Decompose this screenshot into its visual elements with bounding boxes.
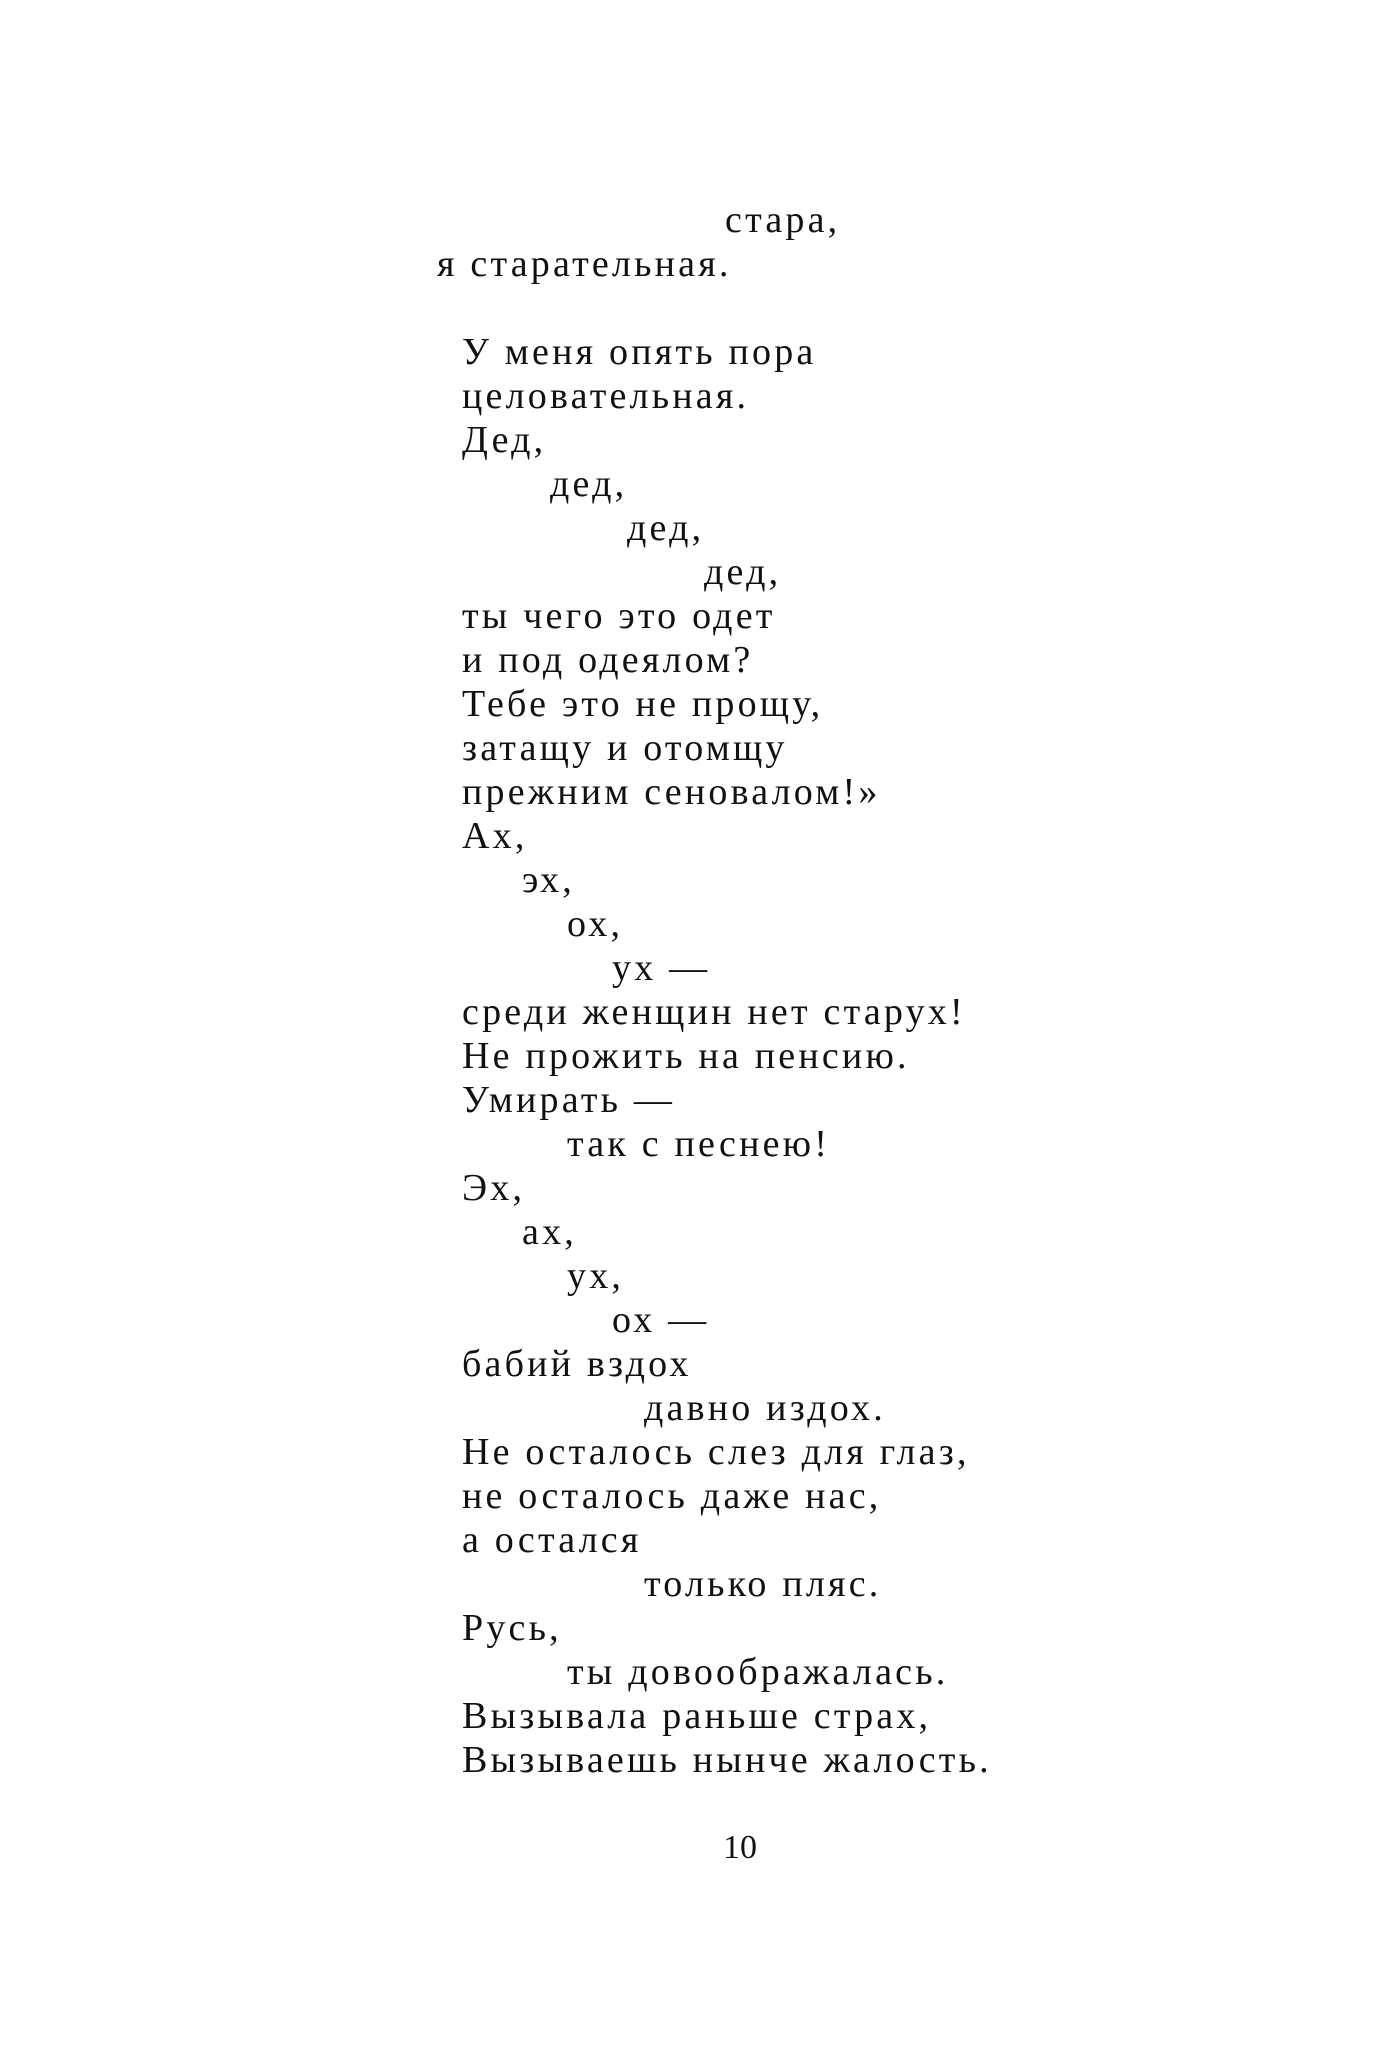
poem-line: Эх,: [462, 1167, 526, 1209]
poem-line: стара,: [725, 199, 841, 241]
poem-line: бабий вздох: [462, 1343, 692, 1385]
poem-line: Вызываешь нынче жалость.: [462, 1739, 992, 1781]
poem-line: ох,: [567, 903, 624, 945]
poem-line: так с песнею!: [567, 1123, 831, 1165]
page-number: 10: [723, 1829, 757, 1866]
poem-line: У меня опять пора: [462, 331, 817, 373]
poem-line: эх,: [522, 859, 575, 901]
poem-line: Умирать —: [462, 1079, 676, 1121]
poem-line: целовательная.: [462, 375, 750, 417]
poem-line: ох —: [612, 1299, 710, 1341]
poem-line: а остался: [462, 1519, 642, 1561]
poem-line: затащу и отомщу: [462, 727, 788, 769]
poem-line: давно издох.: [644, 1387, 886, 1429]
poem-line: среди женщин нет старух!: [462, 991, 966, 1033]
poem-line: ух —: [612, 947, 711, 989]
poem-line: Вызывала раньше страх,: [462, 1695, 932, 1737]
poem-line: Дед,: [462, 419, 547, 461]
poem-line: не осталось даже нас,: [462, 1475, 882, 1517]
poem-line: Тебе это не прощу,: [462, 683, 824, 725]
poem-line: и под одеялом?: [462, 639, 754, 681]
poem-line: дед,: [550, 463, 628, 505]
poem-line: Ах,: [462, 815, 528, 857]
poem-line: ах,: [522, 1211, 577, 1253]
poem-line: дед,: [627, 507, 705, 549]
poem-line: Не прожить на пенсию.: [462, 1035, 910, 1077]
poem-line: ух,: [567, 1255, 625, 1297]
poem-line: только пляс.: [644, 1563, 882, 1605]
poem-line: ты чего это одет: [462, 595, 776, 637]
poem-line: Русь,: [462, 1607, 562, 1649]
poem-line: Не осталось слез для глаз,: [462, 1431, 970, 1473]
poem-line: дед,: [704, 551, 782, 593]
poem-line: прежним сеновалом!»: [462, 771, 881, 813]
poem-line: я старательная.: [437, 243, 732, 285]
poem-line: ты довоображалась.: [567, 1651, 949, 1693]
